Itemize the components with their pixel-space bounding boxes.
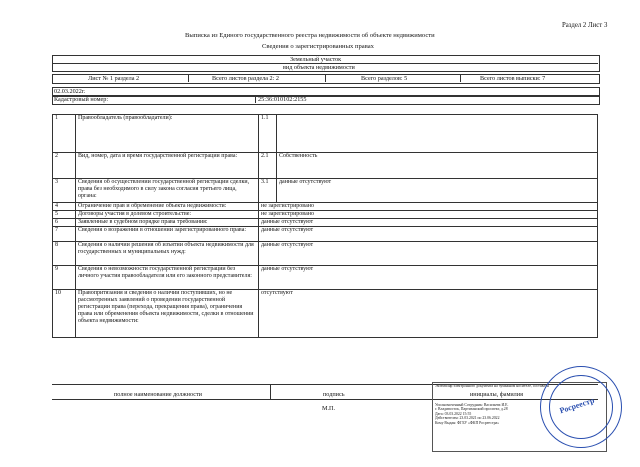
row-number: 5: [53, 211, 76, 219]
position-caption: полное наименование должности: [114, 391, 202, 398]
row-label: Заявленные в судебном порядке права требования:: [76, 219, 259, 227]
row-sub-number: 3.1: [259, 179, 277, 203]
row-sub-number: 2.1: [259, 153, 277, 179]
document-title: Выписка из Единого государственного реестра недвижимости об объекте недвижимости: [185, 32, 435, 39]
row-value: не зарегистрировано: [259, 203, 598, 211]
table-row: [53, 115, 598, 153]
sections-count: Всего разделов: 5: [361, 75, 408, 82]
object-type-caption: вид объекта недвижимости: [283, 64, 355, 71]
row-label: Сведения о невозможности государственной регистрации без личного участия правообладателя или его законного представителя:: [76, 266, 259, 290]
row-label: Договоры участия в долевом строительстве:: [76, 211, 259, 219]
row-label: Ограничение прав и обременение объекта недвижимости:: [76, 203, 259, 211]
row-value: не зарегистрировано: [259, 211, 598, 219]
sheets-total: Всего листов выписки: 7: [480, 75, 546, 82]
row-value: [277, 115, 598, 153]
cert-line: Уполномоченный Сотрудник: Васильева И.Е.: [435, 402, 509, 407]
cert-line: Экземпляр электронного документа на бумажном носителе, составлен: [435, 384, 549, 388]
official-stamp: [540, 366, 622, 448]
row-number: 10: [53, 290, 76, 338]
name-caption: инициалы, фамилия: [470, 391, 523, 398]
row-label: Сведения об осуществлении государственной регистрации сделки, права без необходимого в силу закона согласия третьего лица, органа:: [76, 179, 259, 203]
row-label: Правообладатель (правообладатели):: [76, 115, 259, 153]
row-number: 4: [53, 203, 76, 211]
signature-divider-1: [270, 384, 271, 399]
row-label: Сведения о наличии решения об изъятии объекта недвижимости для государственных и муниципальных нужд:: [76, 242, 259, 266]
row-number: 6: [53, 219, 76, 227]
row-value: отсутствуют: [259, 290, 598, 338]
table-row: [53, 242, 598, 266]
sheet-divider-1: [188, 74, 189, 82]
table-row: [53, 227, 598, 242]
table-row: [53, 211, 598, 219]
document-subtitle: Сведения о зарегистрированных правах: [262, 43, 374, 50]
row-value: Собственность: [277, 153, 598, 179]
cadastral-number: 25:36:010102:2155: [258, 96, 307, 103]
table-row: [53, 179, 598, 203]
signature-caption: подпись: [323, 391, 345, 398]
rights-table: [52, 114, 598, 338]
row-number: 1: [53, 115, 76, 153]
cadastral-divider: [255, 95, 256, 103]
cert-line: г. Владивосток, Партизанский проспект, д.28: [435, 407, 508, 412]
row-value: данные отсутствуют: [259, 219, 598, 227]
cert-line: Дата: 03.03.2022 15:55: [435, 411, 472, 416]
page-label: Раздел 2 Лист 3: [562, 22, 608, 29]
mp-label: М.П.: [322, 405, 336, 412]
sheets-in-section: Всего листов раздела 2: 2: [212, 75, 279, 82]
row-number: 8: [53, 242, 76, 266]
row-label: Правопритязания и сведения о наличии поступивших, но не рассмотренных заявлений о проведении государственной регистрации права (перехода, прекращения права), ограничения права или обременения объекта недвижимости, сделки в отношении объекта недвижимости:: [76, 290, 259, 338]
row-number: 3: [53, 179, 76, 203]
row-label: Сведения о возражении в отношении зарегистрированного права:: [76, 227, 259, 242]
row-value: данные отсутствуют: [259, 266, 598, 290]
object-type: Земельный участок: [290, 56, 342, 63]
table-row: [53, 290, 598, 338]
row-number: 2: [53, 153, 76, 179]
row-label: Вид, номер, дата и время государственной регистрации права:: [76, 153, 259, 179]
table-row: [53, 153, 598, 179]
sheet-divider-2: [325, 74, 326, 82]
row-value: данные отсутствуют: [277, 179, 598, 203]
cadastral-label: Кадастровый номер:: [54, 96, 109, 103]
sheet-number: Лист № 1 раздела 2: [88, 75, 140, 82]
row-sub-number: 1.1: [259, 115, 277, 153]
cadastral-row: [52, 95, 600, 105]
cert-line: Действителен: 23.03.2021 по 23.06.2022: [435, 416, 500, 421]
table-row: [53, 203, 598, 211]
stamp-text: Росреестр: [558, 395, 596, 416]
row-number: 7: [53, 227, 76, 242]
sheet-divider-3: [460, 74, 461, 82]
cert-line: Кому Выдан: ФГБУ «ФКП Росреестра»: [435, 420, 500, 425]
extract-date: 02.03.2022г.: [54, 88, 86, 95]
row-value: данные отсутствуют: [259, 242, 598, 266]
row-value: данные отсутствуют: [259, 227, 598, 242]
row-number: 9: [53, 266, 76, 290]
table-row: [53, 266, 598, 290]
table-row: [53, 219, 598, 227]
